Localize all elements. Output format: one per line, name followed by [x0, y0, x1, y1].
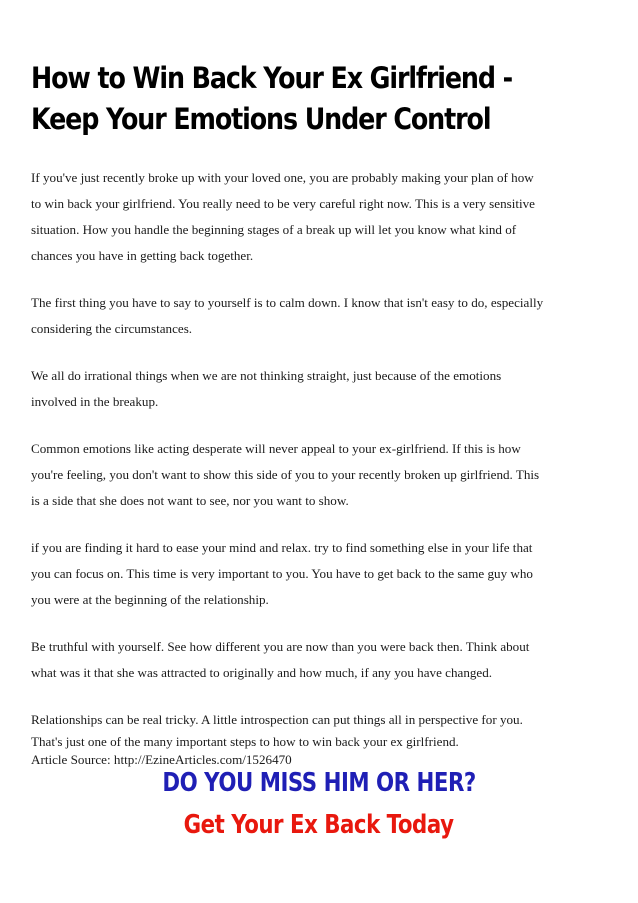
- paragraph-line: chances you have in getting back together.: [31, 248, 254, 263]
- paragraph-line: you're feeling, you don't want to show this side of you to your recently broken up girlfriend. This: [31, 467, 540, 482]
- cta-subline[interactable]: [0, 808, 638, 842]
- paragraph-line: to win back your girlfriend. You really need to be very careful right now. This is a very sensitive: [31, 196, 535, 211]
- paragraph-line: If you've just recently broke up with your loved one, you are probably making your plan of how: [31, 170, 534, 185]
- paragraph-6: [31, 634, 616, 686]
- paragraph-line: Be truthful with yourself. See how different you are now than you were back then. Think about: [31, 639, 530, 654]
- paragraph-line: That's just one of the many important steps to how to win back your ex girlfriend.: [31, 734, 459, 749]
- paragraph-3: [31, 363, 616, 415]
- paragraph-line: what was it that she was attracted to originally and how much, if any you have changed.: [31, 665, 493, 680]
- page-title: [31, 58, 612, 140]
- paragraph-1: [31, 165, 616, 269]
- paragraph-line: Common emotions like acting desperate will never appeal to your ex-girlfriend. If this is how: [31, 441, 521, 456]
- paragraph-line: you can focus on. This time is very important to you. You have to get back to the same guy who: [31, 566, 533, 581]
- paragraph-line: Relationships can be real tricky. A little introspection can put things all in perspective for you.: [31, 712, 523, 727]
- cta-headline-text: DO YOU MISS HIM OR HER?: [162, 768, 476, 798]
- paragraph-line: is a side that she does not want to see, nor you want to show.: [31, 493, 349, 508]
- paragraph-line: We all do irrational things when we are not thinking straight, just because of the emotions: [31, 368, 502, 383]
- article-body: [31, 165, 616, 769]
- paragraph-line: if you are finding it hard to ease your mind and relax. try to find something else in your life that: [31, 540, 533, 555]
- paragraph-line: situation. How you handle the beginning stages of a break up will let you know what kind of: [31, 222, 517, 237]
- paragraph-line: considering the circumstances.: [31, 321, 193, 336]
- article-source: Article Source: http://EzineArticles.com/1526470: [31, 752, 292, 767]
- paragraph-5: [31, 535, 616, 613]
- cta-headline[interactable]: [0, 766, 638, 800]
- paragraph-2: [31, 290, 616, 342]
- paragraph-line: involved in the breakup.: [31, 394, 159, 409]
- cta-subline-text: Get Your Ex Back Today: [184, 810, 454, 840]
- paragraph-4: [31, 436, 616, 514]
- paragraph-7: [31, 707, 616, 769]
- title-line-1: How to Win Back Your Ex Girlfriend -: [31, 61, 513, 95]
- paragraph-line: you were at the beginning of the relationship.: [31, 592, 269, 607]
- paragraph-line: The first thing you have to say to yourself is to calm down. I know that isn't easy to do, especially: [31, 295, 544, 310]
- title-line-2: Keep Your Emotions Under Control: [31, 102, 491, 136]
